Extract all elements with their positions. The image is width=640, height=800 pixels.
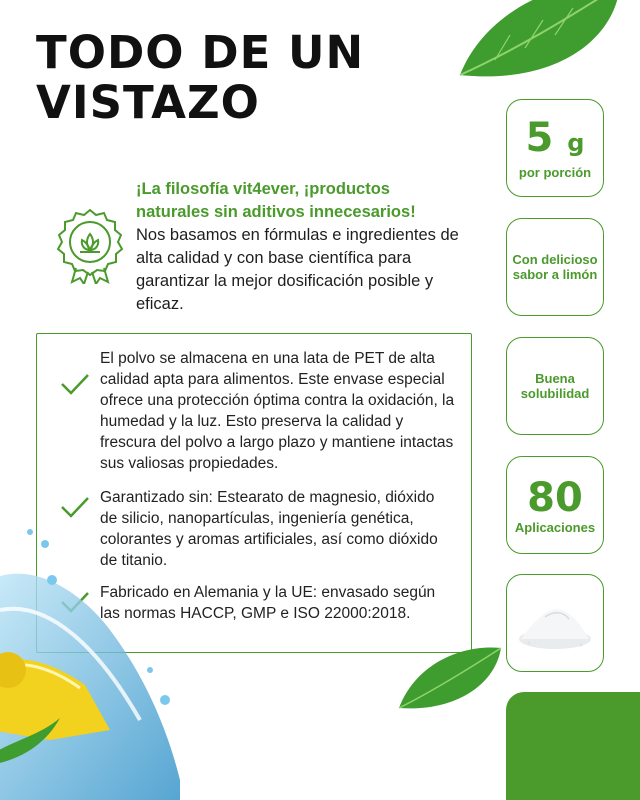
solubility-card [506,337,604,435]
serving-unit: g [567,129,585,157]
solubility-label: Buena solubilidad [520,371,590,401]
philosophy-section [36,178,459,318]
quality-badge-icon [50,204,130,284]
applications-label: Aplicaciones [514,519,596,535]
serving-value: 5 [525,115,554,161]
applications-value: 80 [527,474,583,521]
lemon-water-splash-image [0,520,190,800]
feature-text: Fabricado en Alemania y la UE: envasado según las normas HACCP, GMP e ISO 22000:2018. [100,584,436,622]
powder-image-card [506,574,604,672]
leaf-decoration-middle [395,640,505,715]
flavor-card [506,218,604,316]
feature-text: El polvo se almacena en una lata de PET de alta calidad apta para alimentos. Este envase especial ofrece una protección óptima contra la oxidación, la humedad y la luz. Esto preserva la calidad y frescura del polvo a largo plazo y mantiene intactas sus valiosas propiedades. [100,350,455,472]
philosophy-lead: ¡La filosofía vit4ever, ¡productos naturales sin aditivos innecesarios! [136,180,416,221]
page-title: TODO DE UN VISTAZO [36,26,365,129]
green-corner-block [506,692,640,800]
check-icon [59,372,91,396]
flavor-label: Con delicioso sabor a limón [512,252,598,282]
applications-card [506,456,604,554]
serving-label: por porción [518,165,592,180]
feature-text: Garantizado sin: Estearato de magnesio, dióxido de silicio, nanopartículas, ingeniería genética, colorantes y aromas artificiales, así como dióxido de titanio. [100,489,438,569]
philosophy-body: Nos basamos en fórmulas e ingredientes de alta calidad y con base científica para garantizar la mejor dosificación posible y eficaz. [136,226,459,313]
serving-size-card [506,99,604,197]
leaf-decoration-top [455,0,625,85]
powder-pile [515,593,595,653]
check-icon [59,495,91,519]
